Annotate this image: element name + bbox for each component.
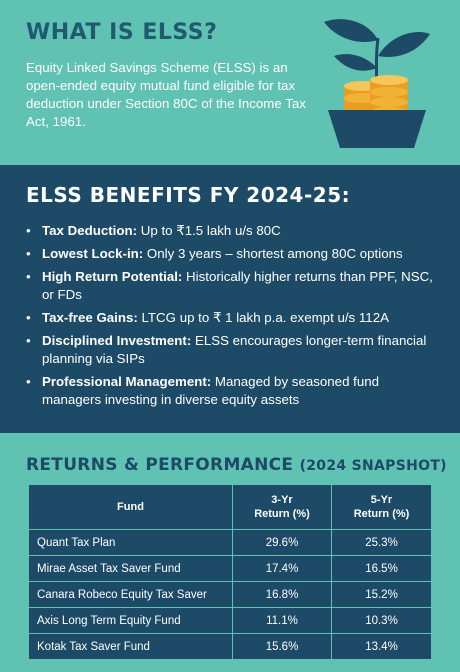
table-row (29, 581, 431, 607)
benefit-title: Disciplined Investment: (42, 333, 192, 348)
return-3yr: 15.6% (233, 633, 332, 659)
benefit-item (26, 268, 436, 304)
table-row (29, 607, 431, 633)
return-5yr: 10.3% (332, 607, 431, 633)
benefit-item (26, 222, 436, 240)
table-row (29, 555, 431, 581)
benefit-item (26, 373, 436, 409)
what-is-elss-heading: WHAT IS ELSS? (26, 20, 218, 45)
returns-heading (26, 455, 447, 475)
fund-name: Kotak Tax Saver Fund (29, 633, 233, 659)
benefit-text: Up to ₹1.5 lakh u/s 80C (137, 223, 281, 238)
benefit-text: Historically higher returns than PPF, NSC, or FDs (42, 269, 433, 302)
return-3yr: 11.1% (233, 607, 332, 633)
return-5yr: 13.4% (332, 633, 431, 659)
fund-name: Canara Robeco Equity Tax Saver (29, 581, 233, 607)
return-3yr: 17.4% (233, 555, 332, 581)
header-fund: Fund (29, 485, 233, 529)
benefit-title: High Return Potential: (42, 269, 183, 284)
return-5yr: 25.3% (332, 529, 431, 555)
benefit-text: LTCG up to ₹ 1 lakh p.a. exempt u/s 112A (137, 310, 389, 325)
table-row (29, 633, 431, 659)
return-5yr: 16.5% (332, 555, 431, 581)
header-3yr-return: 3-Yr Return (%) (233, 485, 332, 529)
benefit-title: Tax-free Gains: (42, 310, 138, 325)
fund-name: Quant Tax Plan (29, 529, 233, 555)
what-is-elss-section (0, 0, 460, 165)
elss-benefits-section (0, 165, 460, 433)
benefit-title: Tax Deduction: (42, 223, 138, 238)
plant-with-coins-icon (318, 8, 436, 150)
table-row (29, 529, 431, 555)
returns-subtitle: (2024 SNAPSHOT) (299, 458, 447, 474)
benefit-title: Professional Management: (42, 374, 212, 389)
benefit-item (26, 245, 436, 263)
fund-name: Mirae Asset Tax Saver Fund (29, 555, 233, 581)
benefit-text: Only 3 years – shortest among 80C options (143, 246, 403, 261)
return-3yr: 29.6% (233, 529, 332, 555)
elss-description: Equity Linked Savings Scheme (ELSS) is an open-ended equity mutual fund eligible for tax deduction under Section 80C of the Income Tax Act, 1961. (26, 60, 306, 129)
benefit-item (26, 309, 436, 327)
return-3yr: 16.8% (233, 581, 332, 607)
table-header-row (29, 485, 431, 529)
benefits-heading: ELSS BENEFITS FY 2024-25: (26, 183, 351, 207)
benefit-item (26, 332, 436, 368)
returns-performance-section (0, 433, 460, 672)
header-5yr-return: 5-Yr Return (%) (353, 494, 410, 520)
benefits-list (26, 222, 436, 414)
fund-name: Axis Long Term Equity Fund (29, 607, 233, 633)
benefit-title: Lowest Lock-in: (42, 246, 144, 261)
returns-table (29, 485, 431, 659)
benefit-text: ELSS encourages longer-term financial planning via SIPs (42, 333, 427, 366)
return-5yr: 15.2% (332, 581, 431, 607)
returns-title: RETURNS & PERFORMANCE (26, 455, 294, 475)
benefit-text: Managed by seasoned fund managers investing in diverse equity assets (42, 374, 380, 407)
